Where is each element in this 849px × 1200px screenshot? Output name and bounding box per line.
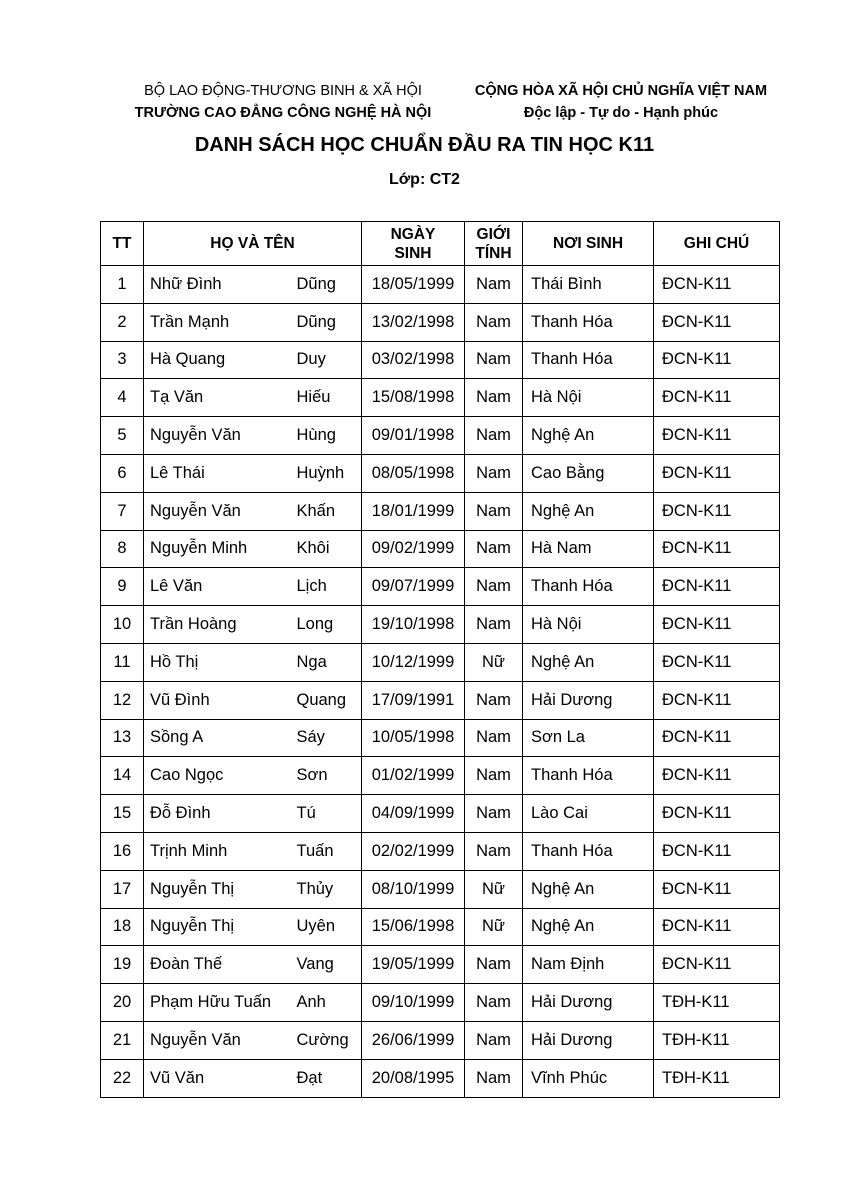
cell-birthplace: Nghệ An — [523, 417, 654, 455]
cell-tt: 14 — [101, 757, 144, 795]
table-row — [101, 870, 780, 908]
cell-birthplace: Hải Dương — [523, 681, 654, 719]
table-row — [101, 341, 780, 379]
cell-last-name: Vũ Đình — [144, 681, 295, 719]
cell-birthplace: Thanh Hóa — [523, 568, 654, 606]
cell-birthplace: Nghệ An — [523, 908, 654, 946]
cell-tt: 11 — [101, 643, 144, 681]
cell-sex: Nam — [465, 1059, 523, 1097]
cell-sex: Nữ — [465, 643, 523, 681]
cell-birthplace: Hà Nội — [523, 379, 654, 417]
cell-first-name: Khôi — [295, 530, 362, 568]
cell-tt: 22 — [101, 1059, 144, 1097]
issuer-header — [108, 80, 458, 124]
cell-sex: Nữ — [465, 908, 523, 946]
cell-last-name: Nhữ Đình — [144, 266, 295, 304]
ministry-name: BỘ LAO ĐỘNG-THƯƠNG BINH & XÃ HỘI — [144, 83, 422, 99]
col-header-dob-line2: SINH — [394, 244, 432, 262]
cell-last-name: Phạm Hữu Tuấn — [144, 984, 295, 1022]
table-row — [101, 454, 780, 492]
cell-birthplace: Thanh Hóa — [523, 832, 654, 870]
cell-dob: 02/02/1999 — [362, 832, 465, 870]
cell-dob: 19/10/1998 — [362, 606, 465, 644]
cell-birthplace: Vĩnh Phúc — [523, 1059, 654, 1097]
cell-sex: Nam — [465, 568, 523, 606]
cell-birthplace: Thanh Hóa — [523, 341, 654, 379]
cell-birthplace: Nghệ An — [523, 492, 654, 530]
table-row — [101, 795, 780, 833]
cell-sex: Nam — [465, 379, 523, 417]
cell-tt: 9 — [101, 568, 144, 606]
cell-last-name: Sồng A — [144, 719, 295, 757]
cell-sex: Nam — [465, 719, 523, 757]
cell-note: ĐCN-K11 — [654, 643, 780, 681]
cell-tt: 13 — [101, 719, 144, 757]
cell-dob: 09/02/1999 — [362, 530, 465, 568]
cell-sex: Nam — [465, 832, 523, 870]
table-row — [101, 530, 780, 568]
cell-dob: 04/09/1999 — [362, 795, 465, 833]
cell-first-name: Đạt — [295, 1059, 362, 1097]
cell-birthplace: Lào Cai — [523, 795, 654, 833]
table-row — [101, 719, 780, 757]
cell-dob: 19/05/1999 — [362, 946, 465, 984]
cell-note: ĐCN-K11 — [654, 606, 780, 644]
cell-dob: 08/05/1998 — [362, 454, 465, 492]
cell-first-name: Vang — [295, 946, 362, 984]
cell-first-name: Lịch — [295, 568, 362, 606]
cell-tt: 16 — [101, 832, 144, 870]
cell-tt: 3 — [101, 341, 144, 379]
cell-sex: Nam — [465, 454, 523, 492]
cell-tt: 4 — [101, 379, 144, 417]
col-header-name: HỌ VÀ TÊN — [144, 222, 362, 266]
national-header — [465, 80, 777, 124]
cell-last-name: Nguyễn Văn — [144, 1021, 295, 1059]
table-row — [101, 757, 780, 795]
table-row — [101, 908, 780, 946]
cell-note: ĐCN-K11 — [654, 454, 780, 492]
col-header-sex-line1: GIỚI — [476, 225, 511, 243]
cell-note: ĐCN-K11 — [654, 908, 780, 946]
table-row — [101, 946, 780, 984]
col-header-note: GHI CHÚ — [654, 222, 780, 266]
cell-birthplace: Hà Nam — [523, 530, 654, 568]
cell-last-name: Đoàn Thế — [144, 946, 295, 984]
cell-note: TĐH-K11 — [654, 1021, 780, 1059]
cell-tt: 1 — [101, 266, 144, 304]
cell-dob: 10/05/1998 — [362, 719, 465, 757]
cell-tt: 18 — [101, 908, 144, 946]
table-row — [101, 303, 780, 341]
cell-dob: 15/08/1998 — [362, 379, 465, 417]
cell-tt: 20 — [101, 984, 144, 1022]
cell-note: ĐCN-K11 — [654, 379, 780, 417]
cell-dob: 15/06/1998 — [362, 908, 465, 946]
cell-dob: 10/12/1999 — [362, 643, 465, 681]
student-table — [100, 221, 780, 1098]
cell-note: ĐCN-K11 — [654, 946, 780, 984]
cell-note: ĐCN-K11 — [654, 719, 780, 757]
cell-first-name: Nga — [295, 643, 362, 681]
cell-sex: Nam — [465, 681, 523, 719]
document-title: DANH SÁCH HỌC CHUẨN ĐẦU RA TIN HỌC K11 — [194, 134, 655, 156]
cell-first-name: Hùng — [295, 417, 362, 455]
cell-last-name: Nguyễn Văn — [144, 417, 295, 455]
cell-birthplace: Nghệ An — [523, 870, 654, 908]
cell-birthplace: Hà Nội — [523, 606, 654, 644]
cell-tt: 17 — [101, 870, 144, 908]
cell-tt: 8 — [101, 530, 144, 568]
cell-tt: 2 — [101, 303, 144, 341]
cell-birthplace: Nghệ An — [523, 643, 654, 681]
cell-tt: 15 — [101, 795, 144, 833]
cell-dob: 26/06/1999 — [362, 1021, 465, 1059]
cell-dob: 18/05/1999 — [362, 266, 465, 304]
cell-note: ĐCN-K11 — [654, 417, 780, 455]
table-row — [101, 266, 780, 304]
cell-last-name: Cao Ngọc — [144, 757, 295, 795]
cell-note: ĐCN-K11 — [654, 870, 780, 908]
cell-last-name: Nguyễn Thị — [144, 870, 295, 908]
cell-first-name: Huỳnh — [295, 454, 362, 492]
cell-sex: Nam — [465, 266, 523, 304]
col-header-place: NƠI SINH — [523, 222, 654, 266]
school-name: TRƯỜNG CAO ĐẲNG CÔNG NGHỆ HÀ NỘI — [134, 105, 432, 121]
cell-last-name: Vũ Văn — [144, 1059, 295, 1097]
cell-note: ĐCN-K11 — [654, 341, 780, 379]
cell-sex: Nam — [465, 530, 523, 568]
table-header-row — [101, 222, 780, 266]
cell-last-name: Nguyễn Văn — [144, 492, 295, 530]
cell-last-name: Lê Thái — [144, 454, 295, 492]
table-row — [101, 832, 780, 870]
cell-sex: Nam — [465, 417, 523, 455]
cell-dob: 18/01/1999 — [362, 492, 465, 530]
cell-last-name: Trần Mạnh — [144, 303, 295, 341]
table-row — [101, 492, 780, 530]
table-row — [101, 568, 780, 606]
col-header-tt: TT — [101, 222, 144, 266]
cell-sex: Nam — [465, 606, 523, 644]
cell-last-name: Đỗ Đình — [144, 795, 295, 833]
cell-sex: Nam — [465, 795, 523, 833]
table-row — [101, 606, 780, 644]
cell-sex: Nam — [465, 946, 523, 984]
cell-note: ĐCN-K11 — [654, 568, 780, 606]
cell-dob: 09/07/1999 — [362, 568, 465, 606]
country-name: CỘNG HÒA XÃ HỘI CHỦ NGHĨA VIỆT NAM — [474, 83, 768, 99]
cell-note: ĐCN-K11 — [654, 832, 780, 870]
cell-dob: 03/02/1998 — [362, 341, 465, 379]
cell-first-name: Sơn — [295, 757, 362, 795]
cell-first-name: Uyên — [295, 908, 362, 946]
cell-first-name: Dũng — [295, 303, 362, 341]
table-row — [101, 379, 780, 417]
cell-note: ĐCN-K11 — [654, 266, 780, 304]
col-header-sex-line2: TÍNH — [475, 244, 512, 262]
cell-first-name: Thủy — [295, 870, 362, 908]
cell-dob: 17/09/1991 — [362, 681, 465, 719]
cell-sex: Nam — [465, 492, 523, 530]
cell-first-name: Duy — [295, 341, 362, 379]
cell-last-name: Lê Văn — [144, 568, 295, 606]
cell-birthplace: Hải Dương — [523, 1021, 654, 1059]
cell-sex: Nam — [465, 303, 523, 341]
table-row — [101, 417, 780, 455]
cell-sex: Nam — [465, 757, 523, 795]
cell-tt: 19 — [101, 946, 144, 984]
cell-birthplace: Thanh Hóa — [523, 757, 654, 795]
cell-note: ĐCN-K11 — [654, 492, 780, 530]
national-motto: Độc lập - Tự do - Hạnh phúc — [523, 105, 719, 121]
cell-first-name: Tuấn — [295, 832, 362, 870]
cell-sex: Nam — [465, 984, 523, 1022]
cell-last-name: Trịnh Minh — [144, 832, 295, 870]
cell-last-name: Nguyễn Thị — [144, 908, 295, 946]
cell-first-name: Long — [295, 606, 362, 644]
cell-dob: 08/10/1999 — [362, 870, 465, 908]
cell-note: ĐCN-K11 — [654, 795, 780, 833]
cell-tt: 5 — [101, 417, 144, 455]
table-row — [101, 984, 780, 1022]
cell-dob: 13/02/1998 — [362, 303, 465, 341]
cell-sex: Nam — [465, 1021, 523, 1059]
cell-last-name: Trần Hoàng — [144, 606, 295, 644]
cell-tt: 6 — [101, 454, 144, 492]
cell-sex: Nữ — [465, 870, 523, 908]
cell-dob: 09/01/1998 — [362, 417, 465, 455]
cell-first-name: Dũng — [295, 266, 362, 304]
cell-birthplace: Hải Dương — [523, 984, 654, 1022]
cell-first-name: Sáy — [295, 719, 362, 757]
cell-first-name: Khấn — [295, 492, 362, 530]
cell-note: TĐH-K11 — [654, 984, 780, 1022]
col-header-dob-line1: NGÀY — [390, 225, 436, 243]
cell-birthplace: Cao Bằng — [523, 454, 654, 492]
cell-birthplace: Nam Định — [523, 946, 654, 984]
cell-first-name: Tú — [295, 795, 362, 833]
cell-last-name: Hà Quang — [144, 341, 295, 379]
cell-note: ĐCN-K11 — [654, 530, 780, 568]
table-row — [101, 1021, 780, 1059]
cell-first-name: Quang — [295, 681, 362, 719]
cell-dob: 20/08/1995 — [362, 1059, 465, 1097]
cell-last-name: Hồ Thị — [144, 643, 295, 681]
cell-tt: 7 — [101, 492, 144, 530]
cell-last-name: Nguyễn Minh — [144, 530, 295, 568]
cell-birthplace: Thái Bình — [523, 266, 654, 304]
cell-first-name: Anh — [295, 984, 362, 1022]
cell-note: ĐCN-K11 — [654, 303, 780, 341]
cell-tt: 12 — [101, 681, 144, 719]
col-header-sex — [465, 222, 523, 266]
class-label: Lớp: CT2 — [389, 171, 460, 188]
cell-tt: 21 — [101, 1021, 144, 1059]
cell-note: ĐCN-K11 — [654, 681, 780, 719]
table-row — [101, 643, 780, 681]
table-row — [101, 1059, 780, 1097]
cell-birthplace: Sơn La — [523, 719, 654, 757]
cell-tt: 10 — [101, 606, 144, 644]
cell-note: TĐH-K11 — [654, 1059, 780, 1097]
cell-last-name: Tạ Văn — [144, 379, 295, 417]
cell-dob: 09/10/1999 — [362, 984, 465, 1022]
cell-dob: 01/02/1999 — [362, 757, 465, 795]
cell-note: ĐCN-K11 — [654, 757, 780, 795]
cell-first-name: Cường — [295, 1021, 362, 1059]
cell-first-name: Hiếu — [295, 379, 362, 417]
cell-birthplace: Thanh Hóa — [523, 303, 654, 341]
table-row — [101, 681, 780, 719]
cell-sex: Nam — [465, 341, 523, 379]
col-header-dob — [362, 222, 465, 266]
